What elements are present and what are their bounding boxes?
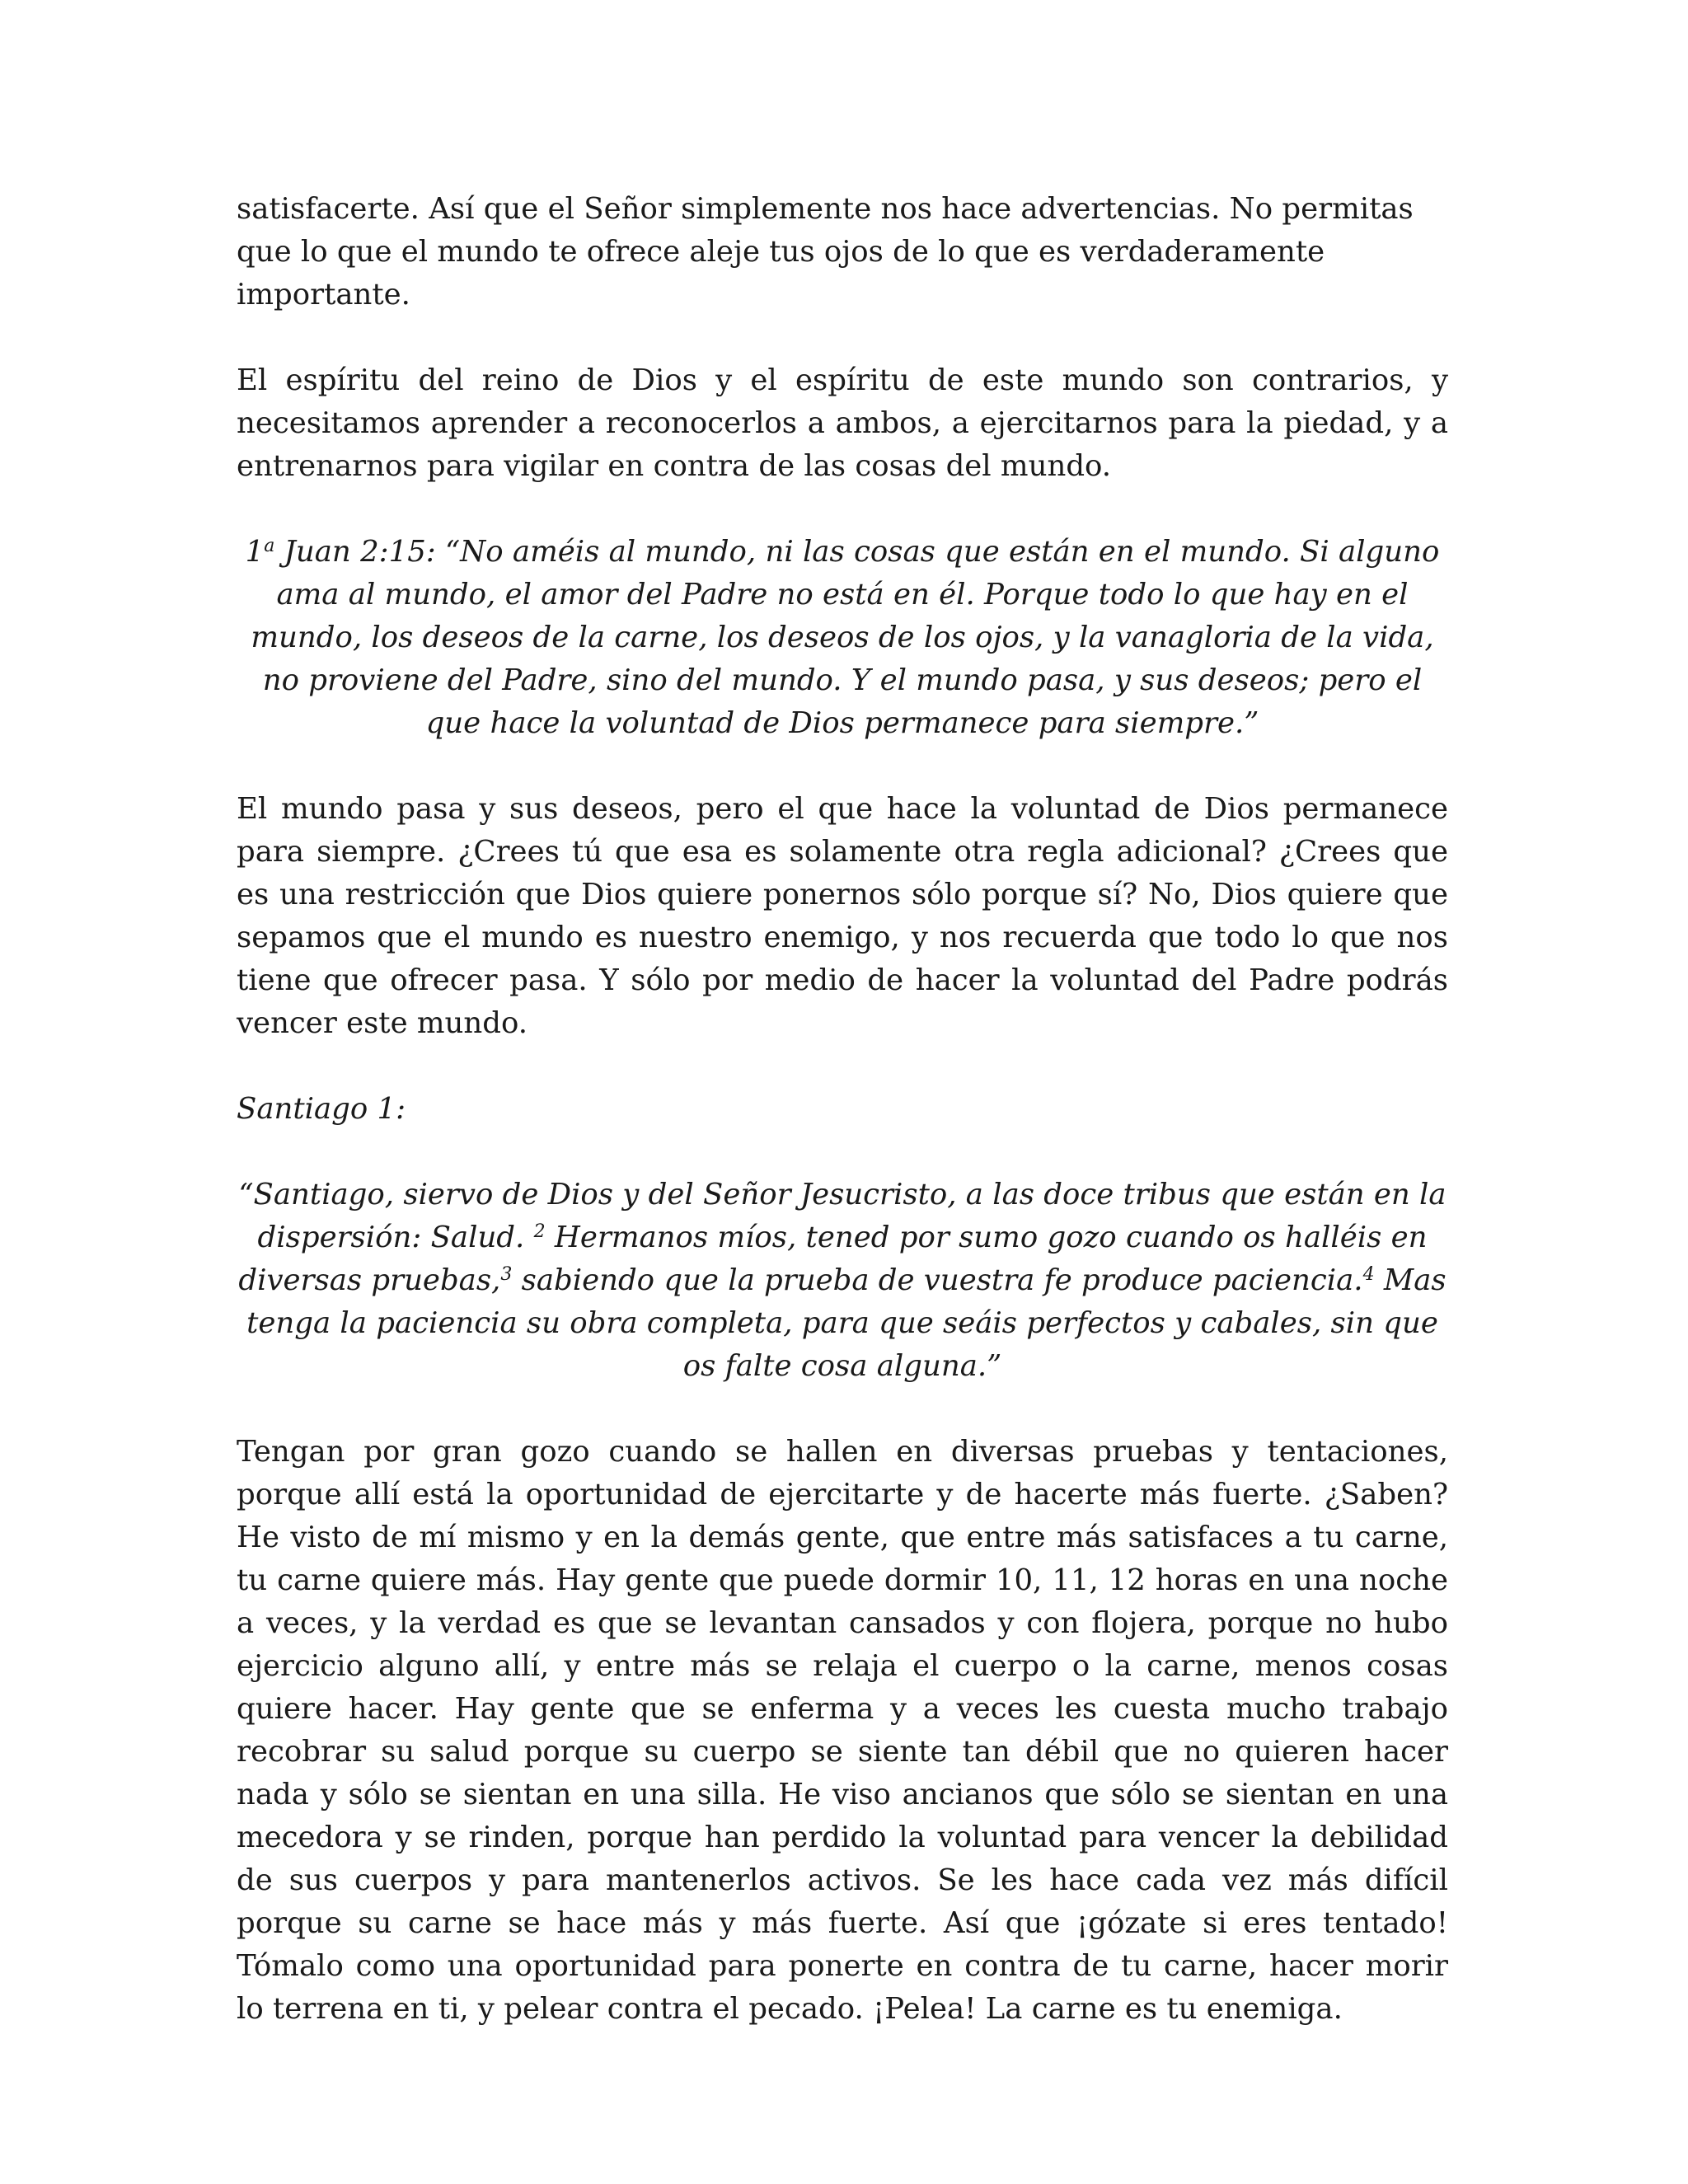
quote-2-part-1: “Santiago, siervo de Dios y del Señor Jesucristo, a las doce tribus que están en la dispersión: Salud. [238,1178,1447,1254]
quote-2-part-2: Hermanos míos, tened por sumo gozo cuando os halléis en diversas pruebas, [238,1221,1428,1297]
scripture-quote-santiago [237,1174,1448,1388]
verse-number-3: 3 [500,1263,513,1285]
quote-2-part-4: Mas tenga la paciencia su obra completa, para que seáis perfectos y cabales, sin que os falte cosa alguna.” [246,1263,1447,1383]
scripture-quote-1-juan [237,531,1448,745]
paragraph-3: El mundo pasa y sus deseos, pero el que hace la voluntad de Dios permanece para siempre. ¿Crees tú que esa es solamente otra regla adicional? ¿Crees que es una restricción que Dios quiere ponernos sólo porque sí? No, Dios quiere que sepamos que el mundo es nuestro enemigo, y nos recuerda que todo lo que nos tiene que ofrecer pasa. Y sólo por medio de hacer la voluntad del Padre podrás vencer este mundo. [237,792,1448,1040]
paragraph-4: Tengan por gran gozo cuando se hallen en diversas pruebas y tentaciones, porque allí está la oportunidad de ejercitarte y de hacerte más fuerte. ¿Saben? He visto de mí mismo y en la demás gente, que entre más satisfaces a tu carne, tu carne quiere más. Hay gente que puede dormir 10, 11, 12 horas en una noche a veces, y la verdad es que se levantan cansados y con flojera, porque no hubo ejercicio alguno allí, y entre más se relaja el cuerpo o la carne, menos cosas quiere hacer. Hay gente que se enferma y a veces les cuesta mucho trabajo recobrar su salud porque su cuerpo se siente tan débil que no quieren hacer nada y sólo se sientan en una silla. He viso ancianos que sólo se sientan en una mecedora y se rinden, porque han perdido la voluntad para vencer la debilidad de sus cuerpos y para mantenerlos activos. Se les hace cada vez más difícil porque su carne se hace más y más fuerte. Así que ¡gózate si eres tentado! Tómalo como una oportunidad para ponerte en contra de tu carne, hacer morir lo terrena en ti, y pelear contra el pecado. ¡Pelea! La carne es tu enemiga. [237,1435,1448,2026]
verse-number-4: 4 [1362,1263,1375,1285]
scripture-reference-label: Santiago 1: [237,1092,406,1126]
document-body [237,188,1448,2031]
paragraph-2: El espíritu del reino de Dios y el espíritu de este mundo son contrarios, y necesitamos aprender a reconocerlos a ambos, a ejercitarnos para la piedad, y a entrenarnos para vigilar en contra de las cosas del mundo. [237,363,1448,483]
paragraph-1: satisfacerte. Así que el Señor simplemente nos hace advertencias. No permitas que lo que el mundo te ofrece aleje tus ojos de lo que es verdaderamente importante. [237,192,1414,312]
quote-1-text: Juan 2:15: “No améis al mundo, ni las cosas que están en el mundo. Si alguno ama al mundo, el amor del Padre no está en él. Porque todo lo que hay en el mundo, los deseos de la carne, los deseos de los ojos, y la vanagloria de la vida, no proviene del Padre, sino del mundo. Y el mundo pasa, y sus deseos; pero el que hace la voluntad de Dios permanece para siempre.” [251,535,1440,740]
quote-2-part-3: sabiendo que la prueba de vuestra fe produce paciencia. [512,1263,1363,1297]
verse-number-2: 2 [533,1221,546,1242]
quote-1-book-number: 1 [245,535,265,569]
quote-1-ordinal: a [264,535,275,556]
